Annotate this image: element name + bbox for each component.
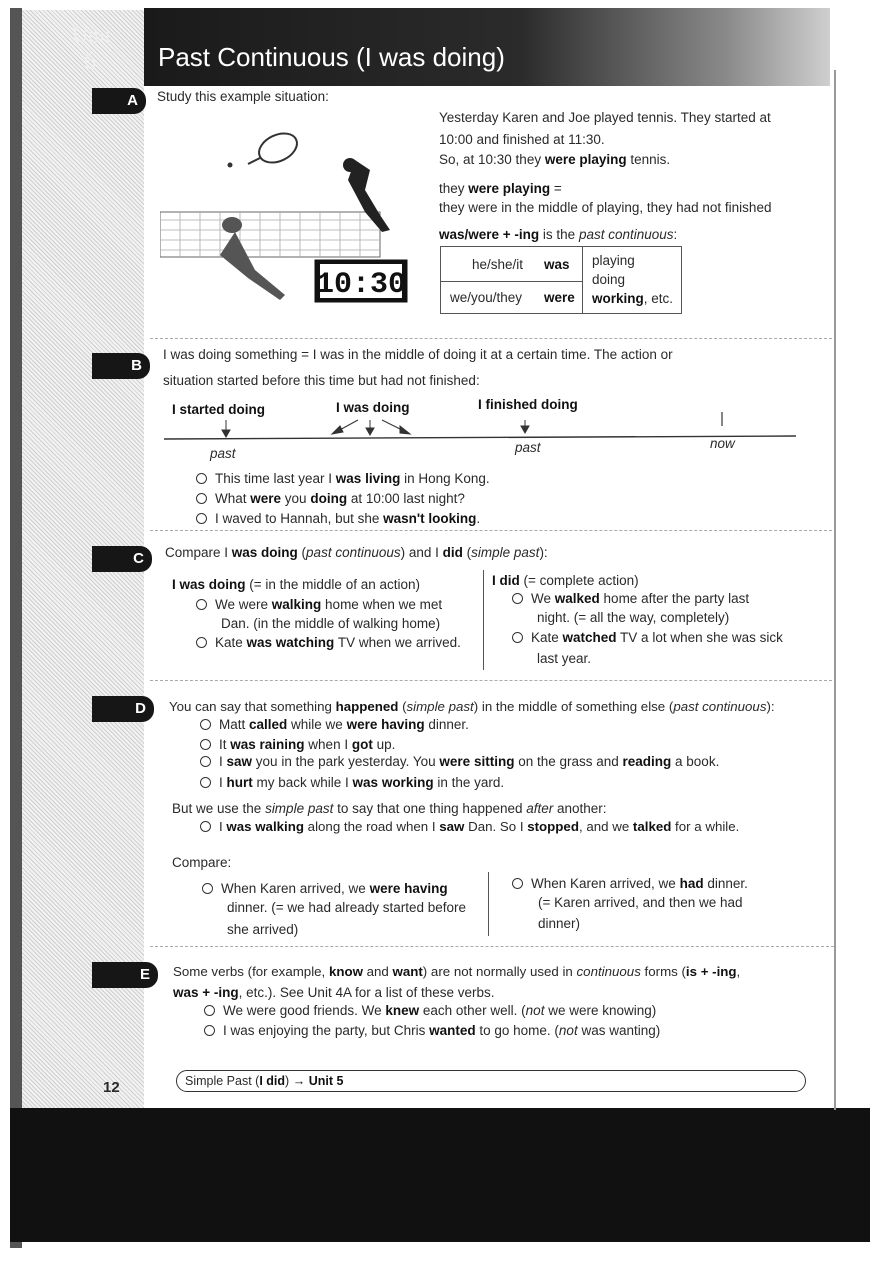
section-a-line5: they were in the middle of playing, they had not finished xyxy=(439,200,772,215)
table-row1-subject: he/she/it xyxy=(472,257,524,272)
section-e-line2: was + -ing, etc.). See Unit 4A for a list of these verbs. xyxy=(173,985,495,1000)
bullet-icon xyxy=(196,473,207,484)
cross-reference-box[interactable] xyxy=(176,1070,806,1092)
section-c-column-divider xyxy=(483,570,484,670)
section-a-line6: was/were + -ing is the past continuous: xyxy=(439,227,678,242)
bullet-icon xyxy=(512,878,523,889)
section-c-right-ex2: Kate watched TV a lot when she was sick xyxy=(512,629,783,647)
player-right xyxy=(343,158,390,232)
player-left xyxy=(220,217,285,300)
cross-reference-text: Simple Past (I did) → Unit 5 xyxy=(185,1074,344,1088)
tennis-ball-icon xyxy=(228,163,233,168)
section-e-ex2: I was enjoying the party, but Chris wanted to go home. (not was wanting) xyxy=(204,1022,660,1040)
section-c-left-ex1-cont: Dan. (in the middle of walking home) xyxy=(221,616,441,631)
section-a-line1: Yesterday Karen and Joe played tennis. They started at xyxy=(439,110,771,125)
section-d-ex2: It was raining when I got up. xyxy=(200,736,395,754)
bullet-icon xyxy=(512,632,523,643)
section-a-intro: Study this example situation: xyxy=(157,89,329,104)
timeline-finished: I finished doing xyxy=(478,397,578,412)
section-e-line1: Some verbs (for example, know and want) are not normally used in continuous forms (is + -ing, xyxy=(173,964,741,979)
bullet-icon xyxy=(512,593,523,604)
bullet-icon xyxy=(200,777,211,788)
page-number: 12 xyxy=(103,1079,120,1096)
bullet-icon xyxy=(196,637,207,648)
section-d-compare-left2: dinner. (= we had already started before xyxy=(227,900,467,915)
table-row2-verb: were xyxy=(544,290,575,305)
section-c-right-ex2-cont: last year. xyxy=(537,651,592,666)
section-d-ex1: Matt called while we were having dinner. xyxy=(200,716,469,734)
section-c-right-ex1-cont: night. (= all the way, completely) xyxy=(537,610,730,625)
bullet-icon xyxy=(200,756,211,767)
section-d-column-divider xyxy=(488,872,489,936)
section-d-compare: Compare: xyxy=(172,855,232,870)
section-d-ex5: I was walking along the road when I saw Dan. So I stopped, and we talked for a while. xyxy=(200,818,739,836)
section-d-compare-left3: she arrived) xyxy=(227,922,299,937)
bullet-icon xyxy=(200,719,211,730)
bullet-icon xyxy=(200,739,211,750)
section-d-but: But we use the simple past to say that one thing happened after another: xyxy=(172,801,607,816)
section-d-line1: You can say that something happened (simple past) in the middle of something else (past continuous): xyxy=(169,699,775,714)
bullet-icon xyxy=(196,599,207,610)
table-row1-verb: was xyxy=(544,257,570,272)
section-b-badge: B xyxy=(92,353,150,379)
section-d-ex4: I hurt my back while I was working in the yard. xyxy=(200,774,504,792)
divider-a-b xyxy=(150,338,832,339)
unit-label: Unit xyxy=(72,22,112,47)
section-c-badge: C xyxy=(92,546,152,572)
tennis-racket-icon xyxy=(248,128,302,168)
section-d-compare-left1: When Karen arrived, we were having xyxy=(202,880,448,898)
divider-b-c xyxy=(150,530,832,531)
unit-number: 6 xyxy=(84,49,96,75)
right-edge-line xyxy=(834,70,836,1110)
section-c-left-heading: I was doing (= in the middle of an action) xyxy=(172,577,420,592)
section-e-ex1: We were good friends. We knew each other well. (not we were knowing) xyxy=(204,1002,656,1020)
table-form1: playing xyxy=(592,253,635,268)
divider-d-e xyxy=(150,946,834,947)
section-c-heading: Compare I was doing (past continuous) and I did (simple past): xyxy=(165,545,548,560)
section-a-badge: A xyxy=(92,88,146,114)
section-d-compare-right3: dinner) xyxy=(538,916,581,931)
table-row2-subject: we/you/they xyxy=(450,290,523,305)
form-table-divider-v xyxy=(582,246,583,313)
section-b-line1: I was doing something = I was in the middle of doing it at a certain time. The action or xyxy=(163,347,673,362)
divider-c-d xyxy=(150,680,832,681)
timeline-now: now xyxy=(710,436,735,451)
form-table-divider-h xyxy=(440,281,582,282)
section-d-ex3: I saw you in the park yesterday. You were sitting on the grass and reading a book. xyxy=(200,753,719,771)
section-a-line2: 10:00 and finished at 11:30. xyxy=(439,132,605,147)
clock-time: 10:30 xyxy=(315,268,407,302)
section-b-line2: situation started before this time but had not finished: xyxy=(163,373,480,388)
section-d-compare-right1: When Karen arrived, we had dinner. xyxy=(512,875,748,893)
section-c-left-ex1: We were walking home when we met xyxy=(196,596,442,614)
timeline-past1: past xyxy=(210,446,236,461)
section-b-example3: I waved to Hannah, but she wasn't looking. xyxy=(196,510,480,528)
bullet-icon xyxy=(196,513,207,524)
tennis-illustration xyxy=(160,120,420,320)
section-a-line4: they were playing = xyxy=(439,181,562,196)
bullet-icon xyxy=(200,821,211,832)
section-a-line3: So, at 10:30 they were playing tennis. xyxy=(439,152,671,167)
section-b-example1: This time last year I was living in Hong Kong. xyxy=(196,470,490,488)
bottom-dark-band xyxy=(10,1108,870,1242)
timeline-past2: past xyxy=(515,440,541,455)
bullet-icon xyxy=(204,1005,215,1016)
table-form3: working, etc. xyxy=(592,291,674,306)
arrow-right-icon: → xyxy=(292,1074,306,1088)
arrow-down-icon xyxy=(222,420,529,437)
timeline-diagram xyxy=(160,412,800,442)
section-b-example2: What were you doing at 10:00 last night? xyxy=(196,490,465,508)
section-e-badge: E xyxy=(92,962,158,988)
section-c-left-ex2: Kate was watching TV when we arrived. xyxy=(196,634,461,652)
bullet-icon xyxy=(204,1025,215,1036)
section-c-right-ex1: We walked home after the party last xyxy=(512,590,749,608)
table-form2: doing xyxy=(592,272,626,287)
section-d-badge: D xyxy=(92,696,154,722)
timeline-was: I was doing xyxy=(336,400,410,415)
left-shadow-edge xyxy=(10,8,22,1248)
bullet-icon xyxy=(196,493,207,504)
page-title: Past Continuous (I was doing) xyxy=(158,42,505,72)
section-d-compare-right2: (= Karen arrived, and then we had xyxy=(538,895,743,910)
section-c-right-heading: I did (= complete action) xyxy=(492,573,639,588)
timeline-started: I started doing xyxy=(172,402,266,417)
bullet-icon xyxy=(202,883,213,894)
